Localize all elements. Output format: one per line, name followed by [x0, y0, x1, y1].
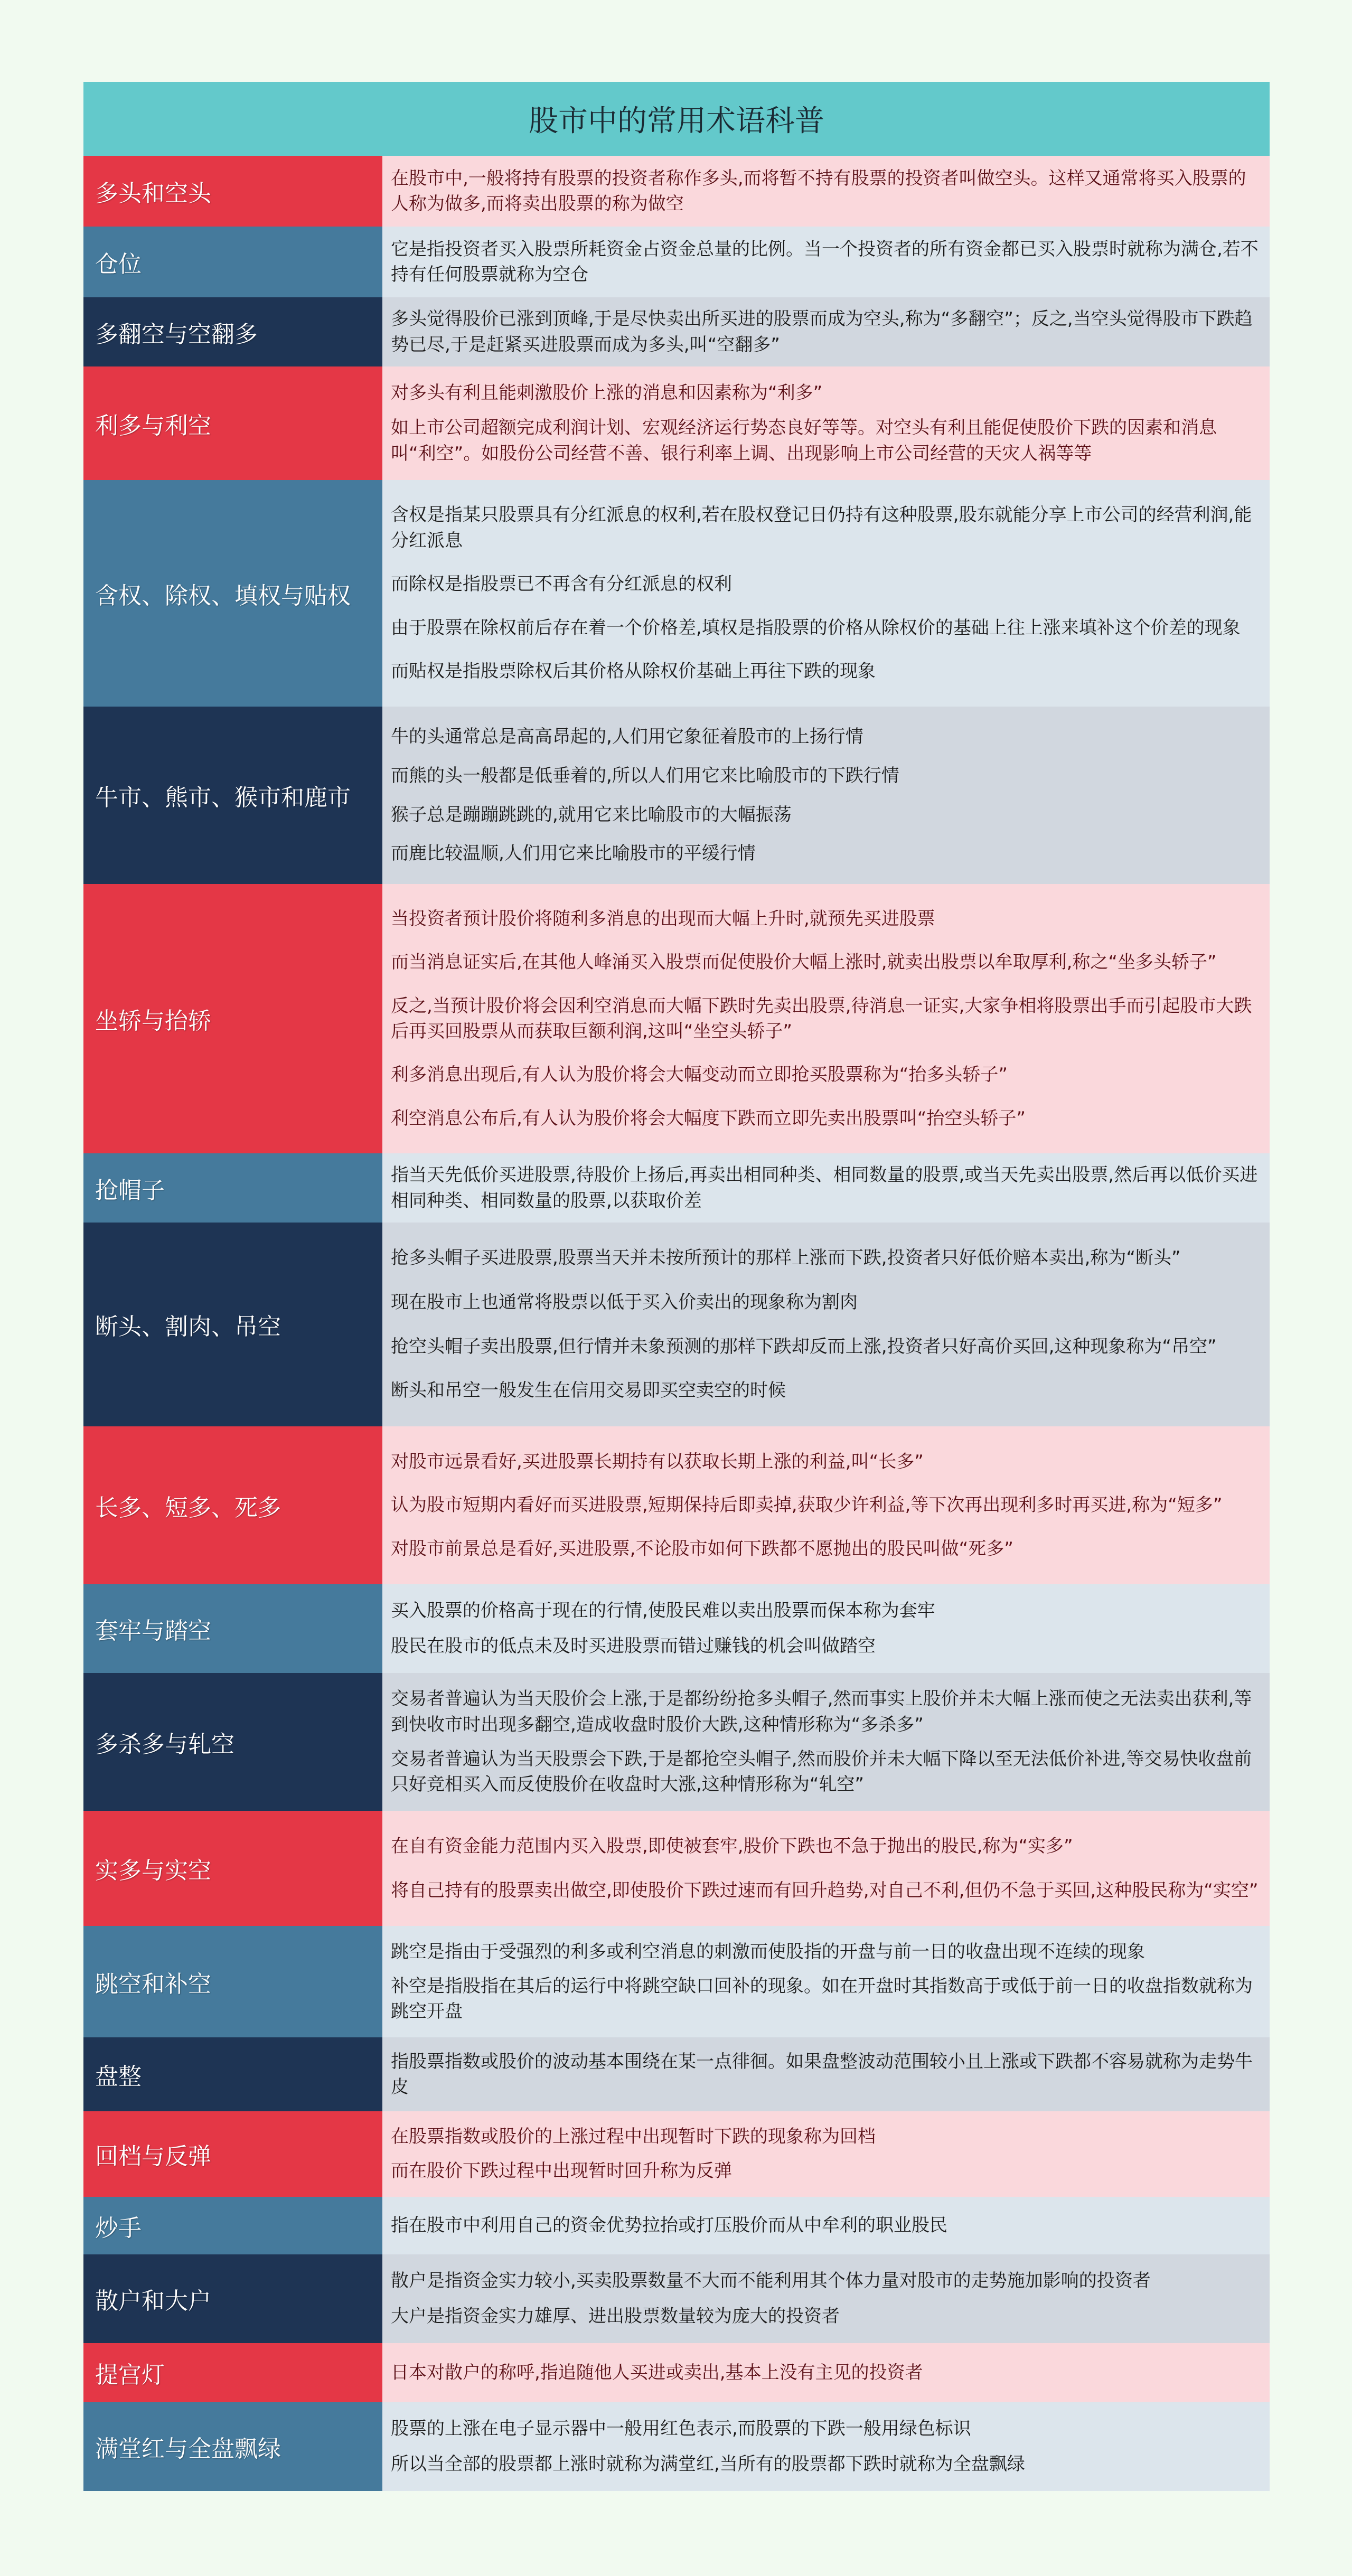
terms-table — [83, 82, 1270, 2491]
description-paragraph: 对多头有利且能刺激股价上涨的消息和因素称为“利多” — [391, 382, 823, 404]
term-description — [382, 1811, 1270, 1926]
term-label: 跳空和补空 — [83, 1926, 382, 2037]
term-description — [382, 884, 1270, 1153]
term-description — [382, 1223, 1270, 1426]
term-row — [83, 366, 1270, 480]
term-description — [382, 1673, 1270, 1811]
description-paragraph: 买入股票的价格高于现在的行情,使股民难以卖出股票而保本称为套牢 — [391, 1600, 935, 1622]
description-paragraph: 补空是指股指在其后的运行中将跳空缺口回补的现象。如在开盘时其指数高于或低于前一日的收盘指数就称为跳空开盘 — [391, 1975, 1253, 2022]
term-label: 坐轿与抬轿 — [83, 884, 382, 1153]
term-row — [83, 2111, 1270, 2197]
term-row — [83, 2254, 1270, 2343]
description-paragraph: 股票的上涨在电子显示器中一般用红色表示,而股票的下跌一般用绿色标识 — [391, 2418, 971, 2440]
term-row — [83, 884, 1270, 1153]
term-row — [83, 2343, 1270, 2402]
term-label: 满堂红与全盘飘绿 — [83, 2402, 382, 2491]
term-description — [382, 1153, 1270, 1223]
term-row — [83, 2197, 1270, 2254]
description-paragraph: 在股票指数或股价的上涨过程中出现暂时下跌的现象称为回档 — [391, 2126, 876, 2148]
description-paragraph: 而鹿比较温顺,人们用它来比喻股市的平缓行情 — [391, 843, 756, 864]
description-paragraph: 跳空是指由于受强烈的利多或利空消息的刺激而使股指的开盘与前一日的收盘出现不连续的现象 — [391, 1941, 1145, 1962]
term-row — [83, 2402, 1270, 2491]
term-row — [83, 707, 1270, 884]
description-paragraph: 现在股市上也通常将股票以低于买入价卖出的现象称为割肉 — [391, 1292, 858, 1313]
term-label: 多头和空头 — [83, 156, 382, 227]
term-description — [382, 480, 1270, 707]
term-row — [83, 227, 1270, 297]
description-paragraph: 抢多头帽子买进股票,股票当天并未按所预计的那样上涨而下跌,投资者只好低价赔本卖出,称为“断头” — [391, 1247, 1181, 1269]
term-description — [382, 1426, 1270, 1584]
description-paragraph: 指股票指数或股价的波动基本围绕在某一点徘徊。如果盘整波动范围较小且上涨或下跌都不容易就称为走势牛皮 — [391, 2051, 1253, 2098]
description-paragraph: 牛的头通常总是高高昂起的,人们用它象征着股市的上扬行情 — [391, 726, 863, 748]
description-paragraph: 将自己持有的股票卖出做空,即使股价下跌过速而有回升趋势,对自己不利,但仍不急于买回,这种股民称为“实空” — [391, 1879, 1259, 1901]
description-paragraph: 而当消息证实后,在其他人峰涌买入股票而促使股价大幅上涨时,就卖出股票以牟取厚利,称之“坐多头轿子” — [391, 952, 1217, 973]
term-label: 多杀多与轧空 — [83, 1673, 382, 1811]
description-paragraph: 利多消息出现后,有人认为股价将会大幅变动而立即抢买股票称为“抬多头轿子” — [391, 1064, 1008, 1086]
description-paragraph: 日本对散户的称呼,指追随他人买进或卖出,基本上没有主见的投资者 — [391, 2362, 923, 2383]
description-paragraph: 对股市前景总是看好,买进股票,不论股市如何下跌都不愿抛出的股民叫做“死多” — [391, 1538, 1013, 1560]
description-paragraph: 所以当全部的股票都上涨时就称为满堂红,当所有的股票都下跌时就称为全盘飘绿 — [391, 2453, 1025, 2475]
description-paragraph: 由于股票在除权前后存在着一个价格差,填权是指股票的价格从除权价的基础上往上涨来填补这个价差的现象 — [391, 617, 1241, 638]
term-description — [382, 1584, 1270, 1673]
description-paragraph: 指当天先低价买进股票,待股价上扬后,再卖出相同种类、相同数量的股票,或当天先卖出股票,然后再以低价买进相同种类、相同数量的股票,以获取价差 — [391, 1164, 1258, 1211]
term-label: 散户和大户 — [83, 2254, 382, 2343]
term-row — [83, 1584, 1270, 1673]
term-description — [382, 2402, 1270, 2491]
description-paragraph: 指在股市中利用自己的资金优势拉抬或打压股价而从中牟利的职业股民 — [391, 2215, 947, 2236]
description-paragraph: 而除权是指股票已不再含有分红派息的权利 — [391, 574, 732, 595]
term-label: 仓位 — [83, 227, 382, 297]
term-label: 回档与反弹 — [83, 2111, 382, 2197]
term-label: 多翻空与空翻多 — [83, 297, 382, 366]
term-description — [382, 227, 1270, 297]
term-row — [83, 1926, 1270, 2037]
description-paragraph: 在自有资金能力范围内买入股票,即使被套牢,股价下跌也不急于抛出的股民,称为“实多” — [391, 1836, 1073, 1857]
term-description — [382, 1926, 1270, 2037]
term-label: 牛市、熊市、猴市和鹿市 — [83, 707, 382, 884]
description-paragraph: 散户是指资金实力较小,买卖股票数量不大而不能利用其个体力量对股市的走势施加影响的投资者 — [391, 2270, 1151, 2292]
term-label: 抢帽子 — [83, 1153, 382, 1223]
term-row — [83, 1673, 1270, 1811]
description-paragraph: 当投资者预计股价将随利多消息的出现而大幅上升时,就预先买进股票 — [391, 908, 935, 930]
term-label: 盘整 — [83, 2037, 382, 2111]
term-row — [83, 1811, 1270, 1926]
term-description — [382, 366, 1270, 480]
term-description — [382, 2343, 1270, 2402]
description-paragraph: 对股市远景看好,买进股票长期持有以获取长期上涨的利益,叫“长多” — [391, 1451, 924, 1472]
description-paragraph: 如上市公司超额完成利润计划、宏观经济运行势态良好等等。对空头有利且能促使股价下跌的因素和消息叫“利空”。如股份公司经营不善、银行利率上调、出现影响上市公司经营的天灾人祸等等 — [391, 417, 1217, 464]
term-description — [382, 2111, 1270, 2197]
description-paragraph: 它是指投资者买入股票所耗资金占资金总量的比例。当一个投资者的所有资金都已买入股票时就称为满仓,若不持有任何股票就称为空仓 — [391, 238, 1259, 285]
description-paragraph: 多头觉得股价已涨到顶峰,于是尽快卖出所买进的股票而成为空头,称为“多翻空”；反之,当空头觉得股市下跌趋势已尽,于是赶紧买进股票而成为多头,叫“空翻多” — [391, 308, 1253, 355]
term-description — [382, 2254, 1270, 2343]
term-description — [382, 297, 1270, 366]
description-paragraph: 含权是指某只股票具有分红派息的权利,若在股权登记日仍持有这种股票,股东就能分享上市公司的经营利润,能分红派息 — [391, 504, 1252, 551]
description-paragraph: 抢空头帽子卖出股票,但行情并未象预测的那样下跌却反而上涨,投资者只好高价买回,这种现象称为“吊空” — [391, 1336, 1217, 1357]
description-paragraph: 而熊的头一般都是低垂着的,所以人们用它来比喻股市的下跌行情 — [391, 765, 899, 787]
term-row — [83, 480, 1270, 707]
term-label: 提宫灯 — [83, 2343, 382, 2402]
term-description — [382, 156, 1270, 227]
description-paragraph: 而贴权是指股票除权后其价格从除权价基础上再往下跌的现象 — [391, 661, 876, 682]
term-label: 利多与利空 — [83, 366, 382, 480]
term-row — [83, 1223, 1270, 1426]
terms-rows — [83, 156, 1270, 2491]
description-paragraph: 交易者普遍认为当天股价会上涨,于是都纷纷抢多头帽子,然而事实上股价并未大幅上涨而使之无法卖出获利,等到快收市时出现多翻空,造成收盘时股价大跌,这种情形称为“多杀多” — [391, 1688, 1252, 1735]
description-paragraph: 认为股市短期内看好而买进股票,短期保持后即卖掉,获取少许利益,等下次再出现利多时再买进,称为“短多” — [391, 1494, 1223, 1516]
term-row — [83, 1153, 1270, 1223]
term-label: 含权、除权、填权与贴权 — [83, 480, 382, 707]
description-paragraph: 股民在股市的低点未及时买进股票而错过赚钱的机会叫做踏空 — [391, 1635, 876, 1657]
description-paragraph: 而在股价下跌过程中出现暂时回升称为反弹 — [391, 2160, 732, 2182]
term-description — [382, 2037, 1270, 2111]
term-label: 长多、短多、死多 — [83, 1426, 382, 1584]
description-paragraph: 在股市中,一般将持有股票的投资者称作多头,而将暂不持有股票的投资者叫做空头。这样又通常将买入股票的人称为做多,而将卖出股票的称为做空 — [391, 167, 1246, 214]
term-description — [382, 2197, 1270, 2254]
page-title: 股市中的常用术语科普 — [83, 82, 1270, 156]
term-row — [83, 2037, 1270, 2111]
term-label: 断头、割肉、吊空 — [83, 1223, 382, 1426]
term-row — [83, 156, 1270, 227]
term-label: 套牢与踏空 — [83, 1584, 382, 1673]
description-paragraph: 反之,当预计股价将会因利空消息而大幅下跌时先卖出股票,待消息一证实,大家争相将股票出手而引起股市大跌后再买回股票从而获取巨额利润,这叫“坐空头轿子” — [391, 995, 1252, 1042]
description-paragraph: 交易者普遍认为当天股票会下跌,于是都抢空头帽子,然而股价并未大幅下降以至无法低价补进,等交易快收盘前只好竞相买入而反使股价在收盘时大涨,这种情形称为“轧空” — [391, 1748, 1252, 1795]
term-description — [382, 707, 1270, 884]
description-paragraph: 断头和吊空一般发生在信用交易即买空卖空的时候 — [391, 1380, 786, 1402]
term-row — [83, 297, 1270, 366]
term-row — [83, 1426, 1270, 1584]
term-label: 炒手 — [83, 2197, 382, 2254]
description-paragraph: 利空消息公布后,有人认为股价将会大幅度下跌而立即先卖出股票叫“抬空头轿子” — [391, 1107, 1026, 1129]
term-label: 实多与实空 — [83, 1811, 382, 1926]
description-paragraph: 猴子总是蹦蹦跳跳的,就用它来比喻股市的大幅振荡 — [391, 804, 792, 825]
description-paragraph: 大户是指资金实力雄厚、进出股票数量较为庞大的投资者 — [391, 2306, 840, 2327]
